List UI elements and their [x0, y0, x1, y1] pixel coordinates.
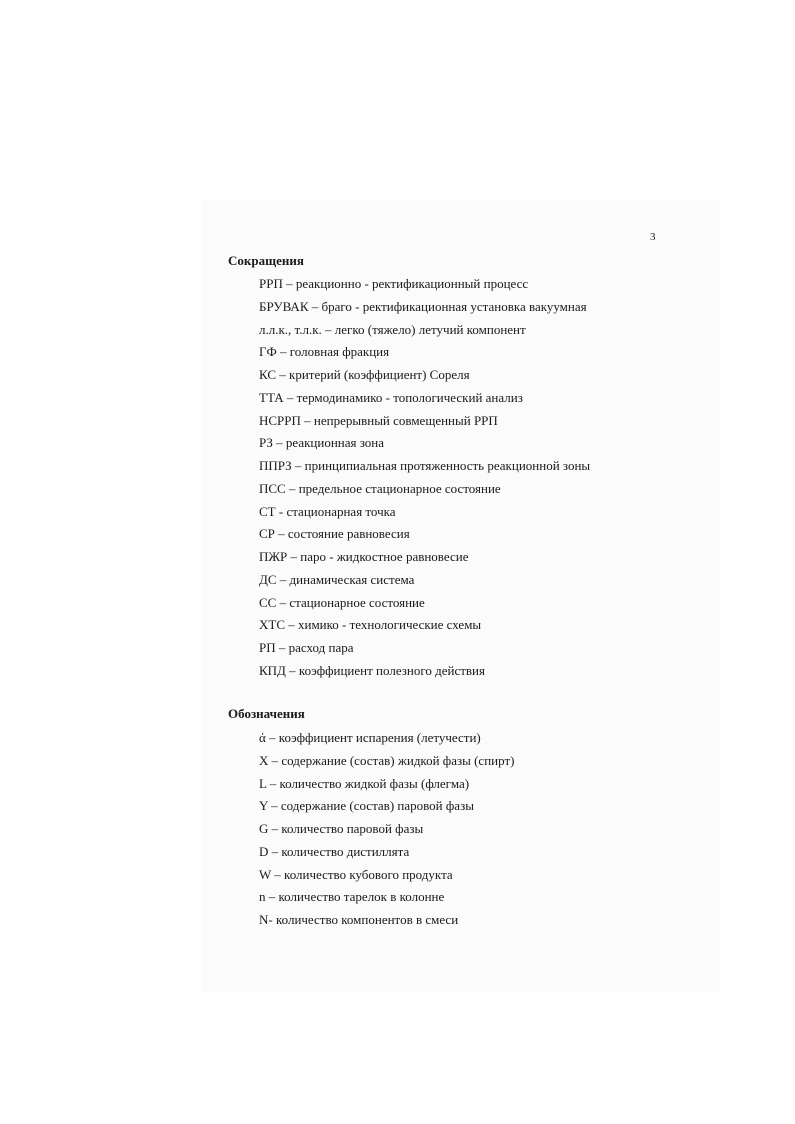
abbreviation-item: КС – критерий (коэффициент) Сореля [259, 367, 470, 382]
abbreviation-item: БРУВАК – браго - ректификационная установка вакуумная [259, 298, 587, 314]
notation-item: W – количество кубового продукта [259, 866, 453, 882]
abbreviation-item: л.л.к., т.л.к. – легко (тяжело) летучий компонент [259, 321, 526, 337]
abbreviation-item: ГФ – головная фракция [259, 344, 390, 360]
abbreviations-heading: Сокращения [228, 253, 304, 268]
abbreviation-item: СТ - стационарная точка [259, 503, 396, 519]
abbreviation-item: НСРРП – непрерывный совмещенный РРП [259, 412, 498, 428]
notations-list [259, 730, 514, 935]
abbreviation-item: РП – расход пара [259, 640, 354, 655]
notation-item: Y – содержание (состав) паровой фазы [259, 798, 474, 814]
abbreviations-list [259, 276, 590, 686]
page-number: 3 [650, 231, 656, 243]
abbreviation-item: ХТС – химико - технологические схемы [259, 617, 482, 633]
notation-item: D – количество дистиллята [259, 843, 410, 859]
abbreviation-item: ПЖР – паро - жидкостное равновесие [259, 549, 469, 564]
abbreviation-item: ТТА – термодинамико - топологический анализ [259, 389, 523, 405]
notation-item: n – количество тарелок в колонне [259, 889, 445, 905]
notation-item: X – содержание (состав) жидкой фазы (спирт) [259, 752, 515, 768]
abbreviation-item: КПД – коэффициент полезного действия [259, 662, 485, 678]
abbreviation-item: РРП – реакционно - ректификационный процесс [259, 276, 529, 291]
notation-item: G – количество паровой фазы [259, 821, 424, 836]
abbreviation-item: ДС – динамическая система [259, 571, 415, 587]
abbreviation-item: СС – стационарное состояние [259, 594, 425, 610]
notation-item: L – количество жидкой фазы (флегма) [259, 775, 470, 791]
notation-item: N- количество компонентов в смеси [259, 912, 459, 927]
abbreviation-item: ППРЗ – принципиальная протяженность реакционной зоны [259, 458, 591, 473]
notations-heading: Обозначения [228, 706, 305, 721]
abbreviation-item: СР – состояние равновесия [259, 526, 410, 542]
notation-item: ά – коэффициент испарения (летучести) [259, 730, 481, 745]
abbreviation-item: РЗ – реакционная зона [259, 435, 385, 451]
abbreviation-item: ПСС – предельное стационарное состояние [259, 480, 501, 496]
